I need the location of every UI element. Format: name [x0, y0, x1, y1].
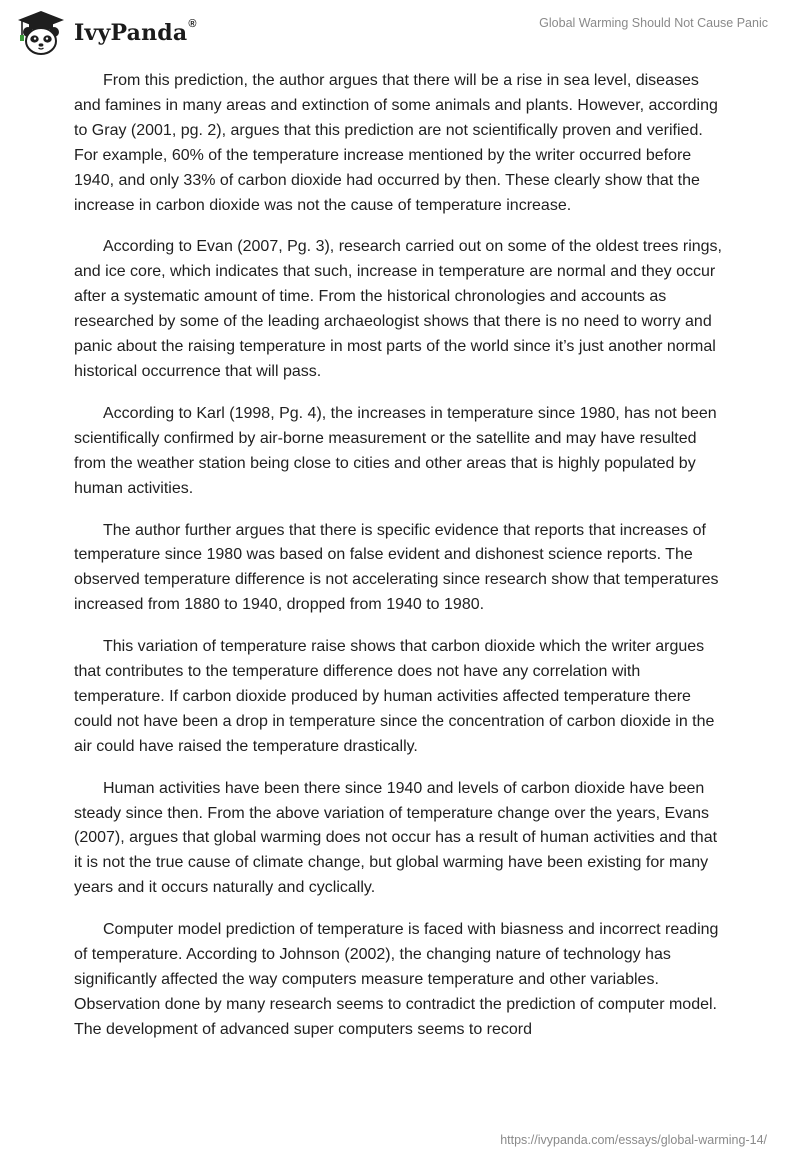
paragraph: The author further argues that there is specific evidence that reports that increases of temperature since 1980 was based on false evident and dishonest science reports. The observed temperature difference is not accelerating since research show that temperatures increased from 1880 to 1940, dropped from 1940 to 1980.: [74, 521, 719, 614]
paragraph: Computer model prediction of temperature is faced with biasness and incorrect reading of temperature. According to Johnson (2002), the changing nature of technology has significantly affected the way computers measure temperature and other variables. Observation done by many research seems to contradict the prediction of computer model. The development of advanced super computers seems to record: [74, 921, 719, 1038]
trademark-symbol: ®: [188, 18, 197, 30]
brand-name: IvyPanda®: [74, 18, 197, 46]
brand-logo[interactable]: [16, 10, 197, 56]
panda-graduate-icon: [16, 10, 66, 56]
running-title: Global Warming Should Not Cause Panic: [539, 16, 768, 30]
paragraph: This variation of temperature raise shows that carbon dioxide which the writer argues that contributes to the temperature difference does not have any correlation with temperature. If carbon dioxide produced by human activities affected temperature there could not have been a drop in temperature since the concentration of carbon dioxide in the air could have raised the temperature drastically.: [74, 638, 715, 755]
paragraph: Human activities have been there since 1940 and levels of carbon dioxide have been steady since then. From the above variation of temperature change over the years, Evans (2007), argues that global warming does not occur has a result of human activities and that it is not the true cause of climate change, but global warming have been existing for many years and it occurs naturally and cyclically.: [74, 779, 718, 897]
source-url[interactable]: https://ivypanda.com/essays/global-warming-14/: [500, 1133, 767, 1147]
paragraph: From this prediction, the author argues that there will be a rise in sea level, diseases and famines in many areas and extinction of some animals and plants. However, according to Gray (2001, pg. 2), argues that this prediction are not scientifically proven and verified. For example, 60% of the temperature increase mentioned by the writer occurred before 1940, and only 33% of carbon dioxide had occurred by then. These clearly show that the increase in carbon dioxide was not the cause of temperature increase.: [74, 72, 718, 214]
paragraph: According to Karl (1998, Pg. 4), the increases in temperature since 1980, has not been scientifically confirmed by air-borne measurement or the satellite and may have resulted from the weather station being close to cities and other areas that is highly populated by human activities.: [74, 404, 717, 497]
paragraph: According to Evan (2007, Pg. 3), research carried out on some of the oldest trees rings, and ice core, which indicates that such, increase in temperature are normal and they occur after a systematic amount of time. From the historical chronologies and accounts as researched by some of the leading archaeologist shows that there is no need to worry and panic about the raising temperature in most parts of the world since it’s just another normal historical occurrence that will pass.: [74, 238, 722, 380]
page-header: [0, 0, 800, 68]
essay-body: [74, 69, 724, 1060]
